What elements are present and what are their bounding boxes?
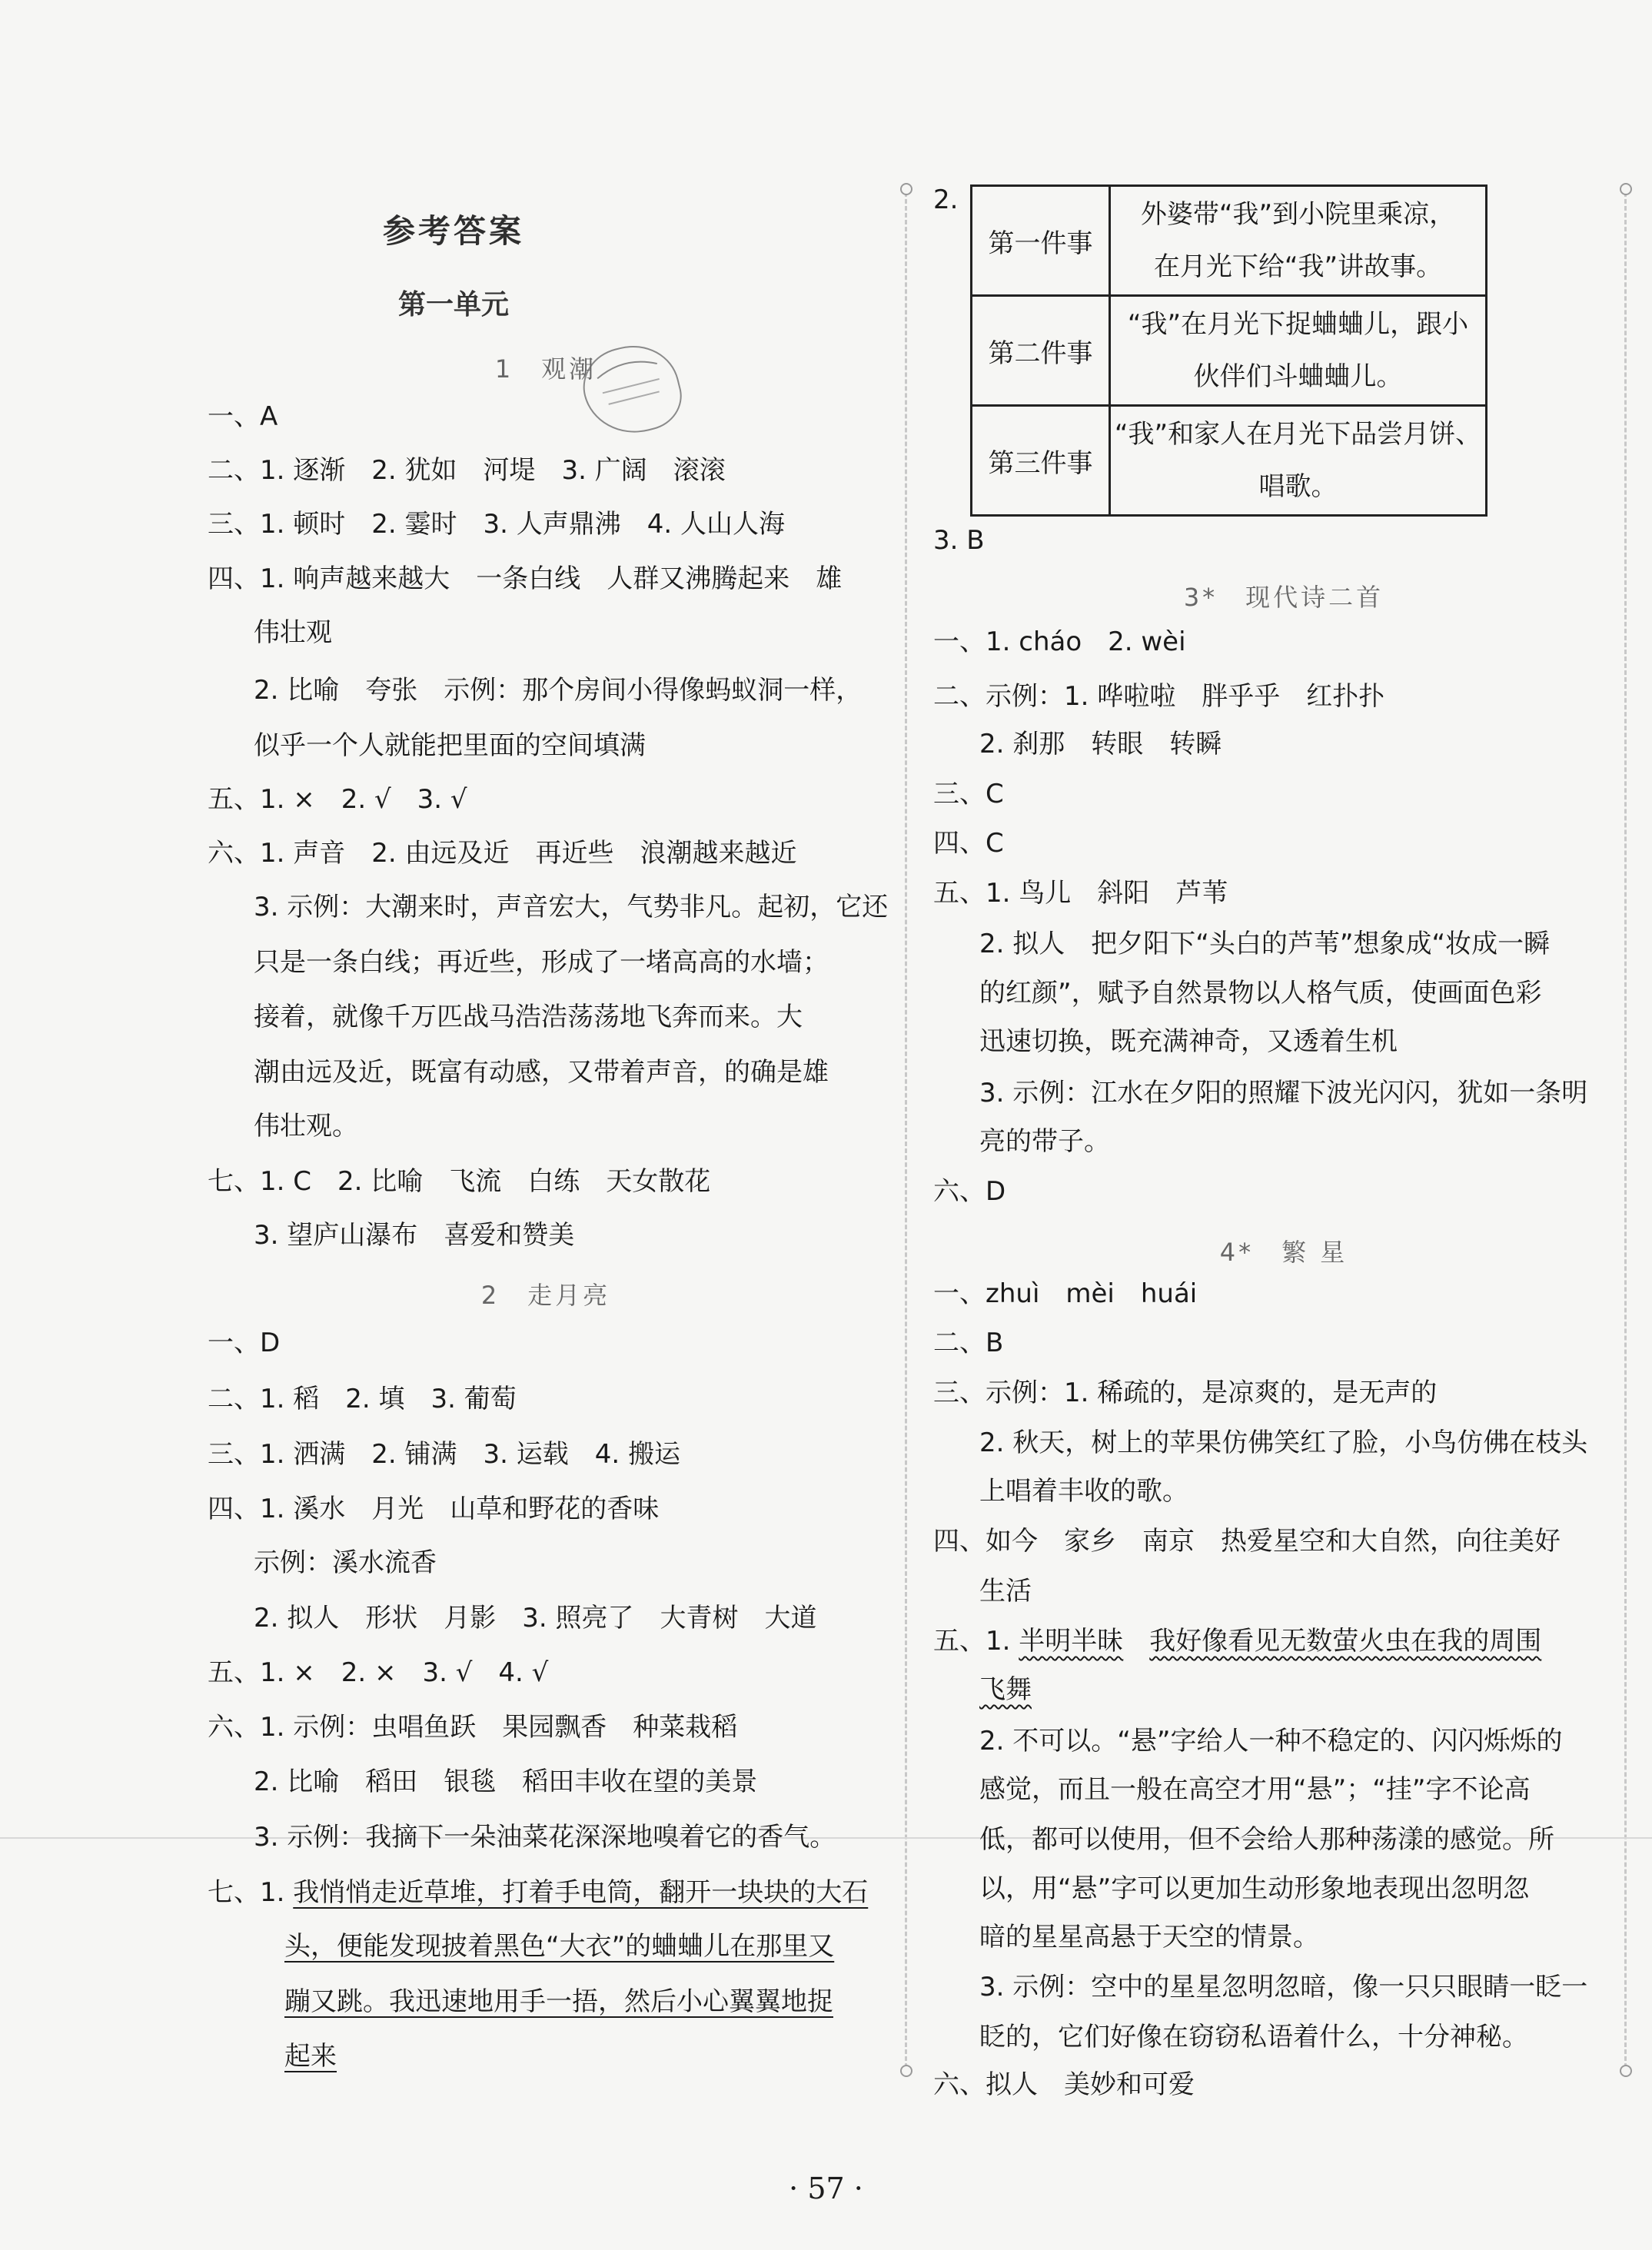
answer-line: 2.: [933, 184, 959, 215]
answer-prefix: 七、1.: [208, 1877, 294, 1908]
answer-line: 3. 望庐山瀑布 喜爱和赞美: [254, 1220, 575, 1251]
page-title: 参考答案: [382, 212, 524, 250]
answer-line: 三、1. 洒满 2. 铺满 3. 运载 4. 搬运: [208, 1439, 680, 1470]
lesson-1-title: 1 观潮: [494, 354, 597, 384]
answer-line: 三、C: [933, 779, 1004, 809]
table-cell: “我”和家人在月光下品尝月饼、 唱歌。: [1110, 406, 1487, 516]
wavy-underlined-answer: 飞舞: [979, 1674, 1032, 1705]
answer-line: 眨的，它们好像在窃窃私语着什么，十分神秘。: [979, 2022, 1528, 2052]
answer-line: 潮由远及近，既富有动感，又带着声音，的确是雄: [254, 1057, 829, 1088]
answer-line: 二、1. 逐渐 2. 犹如 河堤 3. 广阔 滚滚: [208, 455, 726, 486]
answer-line: 2. 比喻 夸张 示例：那个房间小得像蚂蚁洞一样，: [254, 675, 863, 706]
table-cell-label: 第三件事: [972, 406, 1110, 516]
answer-line: 一、zhuì mèi huái: [933, 1278, 1198, 1309]
events-table: [970, 184, 1487, 517]
answer-line: 一、1. cháo 2. wèi: [933, 626, 1186, 657]
answer-line: 四、C: [933, 828, 1004, 859]
answer-line: 三、示例：1. 稀疏的，是凉爽的，是无声的: [933, 1378, 1438, 1408]
lesson-3-title: 3* 现代诗二首: [1183, 583, 1384, 612]
answer-line: 2. 不可以。“悬”字给人一种不稳定的、闪闪烁烁的: [979, 1726, 1563, 1756]
answer-line: [933, 1626, 1541, 1657]
divider-dot-icon: [1620, 2065, 1632, 2077]
answer-line: 七、1. C 2. 比喻 飞流 白练 天女散花: [208, 1166, 711, 1197]
answer-line: 2. 比喻 稻田 银毯 稻田丰收在望的美景: [254, 1766, 758, 1797]
answer-line: 六、1. 示例：虫唱鱼跃 果园飘香 种菜栽稻: [208, 1712, 738, 1743]
lesson-2-title: 2 走月亮: [480, 1281, 611, 1310]
answer-line: 3. 示例：大潮来时，声音宏大，气势非凡。起初，它还: [254, 892, 889, 922]
answer-line: 四、1. 响声越来越大 一条白线 人群又沸腾起来 雄: [208, 563, 843, 594]
answer-line: 示例：溪水流香: [254, 1547, 437, 1578]
answer-line: 二、1. 稻 2. 填 3. 葡萄: [208, 1384, 517, 1414]
answer-line: 3. 示例：我摘下一朵油菜花深深地嗅着它的香气。: [254, 1822, 836, 1853]
answer-line: 六、D: [933, 1176, 1006, 1207]
column-divider: [905, 192, 907, 2068]
answer-line: 六、拟人 美妙和可爱: [933, 2069, 1195, 2100]
answer-line: 迅速切换，既充满神奇，又透着生机: [979, 1026, 1398, 1057]
underlined-answer: 蹦又跳。我迅速地用手一捂，然后小心翼翼地捉: [284, 1986, 833, 2017]
wavy-underlined-answer: 半明半昧: [1019, 1626, 1124, 1657]
table-row: [972, 406, 1487, 516]
answer-line: 3. 示例：江水在夕阳的照耀下波光闪闪，犹如一条明: [979, 1078, 1588, 1108]
divider-dot-icon: [1620, 183, 1632, 195]
answer-line: 三、1. 顿时 2. 霎时 3. 人声鼎沸 4. 人山人海: [208, 509, 785, 540]
answer-line: 3. 示例：空中的星星忽明忽暗，像一只只眼睛一眨一: [979, 1972, 1588, 2002]
underlined-answer: 起来: [284, 2041, 337, 2072]
answer-line: 2. 秋天，树上的苹果仿佛笑红了脸，小鸟仿佛在枝头: [979, 1427, 1588, 1458]
answer-line: 一、D: [208, 1328, 281, 1358]
answer-line: 2. 刹那 转眼 转瞬: [979, 729, 1222, 759]
answer-line: 的红颜”，赋予自然景物以人格气质，使画面色彩: [979, 978, 1542, 1009]
lesson-4-title: 4* 繁 星: [1219, 1238, 1348, 1267]
divider-dot-icon: [900, 183, 912, 195]
answer-line: 似乎一个人就能把里面的空间填满: [254, 730, 646, 761]
answer-line: 以，用“悬”字可以更加生动形象地表现出忽明忽: [979, 1873, 1530, 1904]
answer-line: 接着，就像千万匹战马浩浩荡荡地飞奔而来。大: [254, 1002, 803, 1032]
answer-line: 上唱着丰收的歌。: [979, 1476, 1188, 1507]
answer-line: 一、A: [208, 401, 278, 432]
answer-line: 2. 拟人 形状 月影 3. 照亮了 大青树 大道: [254, 1603, 817, 1633]
underlined-answer: 头，便能发现披着黑色“大衣”的蛐蛐儿在那里又: [284, 1931, 835, 1962]
answer-line: 四、1. 溪水 月光 山草和野花的香味: [208, 1494, 660, 1524]
answer-line: 二、B: [933, 1328, 1004, 1358]
answer-line: 3. B: [933, 525, 985, 556]
unit-title: 第一单元: [397, 289, 509, 321]
answer-line: 伟壮观。: [254, 1111, 358, 1142]
table-cell-label: 第一件事: [972, 186, 1110, 296]
answer-line: 二、示例：1. 哗啦啦 胖乎乎 红扑扑: [933, 681, 1385, 712]
answer-line: 生活: [979, 1576, 1032, 1607]
wavy-underlined-answer: 我好像看见无数萤火虫在我的周围: [1149, 1626, 1542, 1657]
answer-line: 2. 拟人 把夕阳下“头白的芦苇”想象成“妆成一瞬: [979, 929, 1551, 959]
answer-line: 只是一条白线；再近些，形成了一堵高高的水墙；: [254, 947, 829, 978]
answer-prefix: 五、1.: [933, 1626, 1019, 1657]
answer-line: 六、1. 声音 2. 由远及近 再近些 浪潮越来越近: [208, 838, 797, 869]
answer-line: 四、如今 家乡 南京 热爱星空和大自然，向往美好: [933, 1526, 1561, 1557]
answer-line: 五、1. × 2. √ 3. √: [208, 784, 467, 815]
answer-line: 亮的带子。: [979, 1126, 1110, 1157]
right-border-divider: [1624, 192, 1627, 2068]
table-cell: “我”在月光下捉蛐蛐儿，跟小 伙伴们斗蛐蛐儿。: [1110, 296, 1487, 406]
page-number: · 57 ·: [789, 2172, 863, 2205]
answer-line: 低，都可以使用，但不会给人那种荡漾的感觉。所: [979, 1824, 1554, 1855]
answer-line: [208, 1877, 868, 1908]
answer-line: 伟壮观: [254, 617, 332, 648]
answer-line: 五、1. × 2. × 3. √ 4. √: [208, 1657, 549, 1688]
divider-dot-icon: [900, 2065, 912, 2077]
table-cell-label: 第二件事: [972, 296, 1110, 406]
table-row: [972, 296, 1487, 406]
table-cell: 外婆带“我”到小院里乘凉， 在月光下给“我”讲故事。: [1110, 186, 1487, 296]
table-row: [972, 186, 1487, 296]
underlined-answer: 我悄悄走近草堆，打着手电筒，翻开一块块的大石: [293, 1877, 869, 1908]
answer-line: 五、1. 鸟儿 斜阳 芦苇: [933, 878, 1228, 909]
answer-line: 感觉，而且一般在高空才用“悬”；“挂”字不论高: [979, 1774, 1531, 1805]
answer-line: 暗的星星高悬于天空的情景。: [979, 1922, 1319, 1953]
